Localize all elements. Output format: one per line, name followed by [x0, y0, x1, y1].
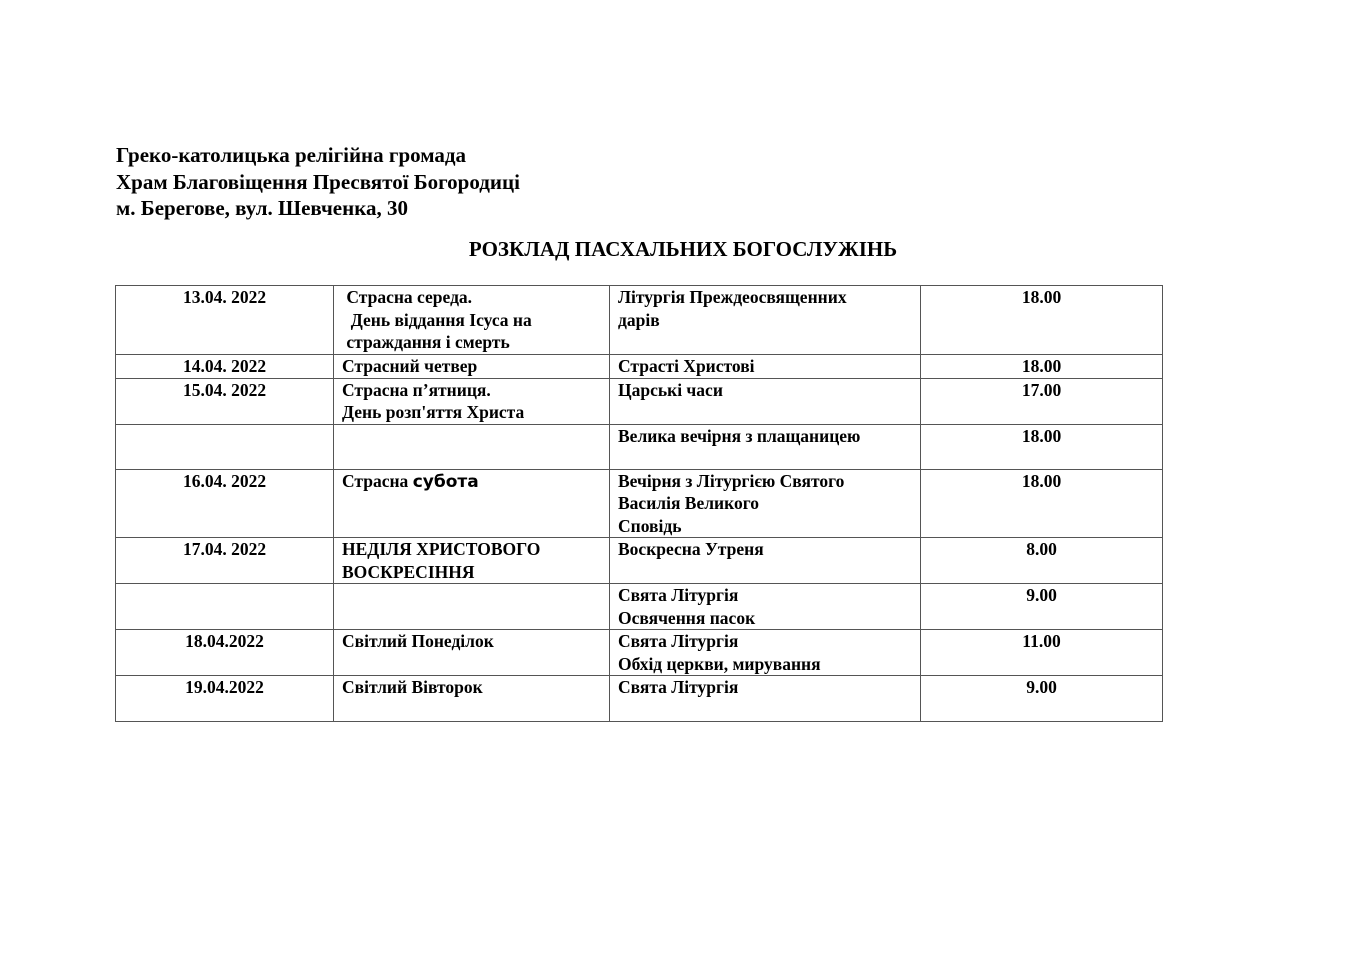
service-line: Василія Великого [618, 493, 759, 513]
day-line: Страсна п’ятниця. [342, 379, 491, 400]
date-cell: 19.04.2022 [116, 676, 334, 722]
time-cell: 9.00 [921, 676, 1163, 722]
service-cell [610, 424, 921, 469]
day-cell [334, 584, 610, 630]
date-cell: 18.04.2022 [116, 630, 334, 676]
service-cell [610, 355, 921, 379]
service-cell [610, 538, 921, 584]
time-cell: 18.00 [921, 286, 1163, 355]
date-cell [116, 584, 334, 630]
service-line: Страсті Христові [618, 356, 755, 376]
service-line: Обхід церкви, мирування [618, 653, 821, 674]
day-cell [334, 538, 610, 584]
time-cell: 8.00 [921, 538, 1163, 584]
service-line: Свята Літургія [618, 631, 739, 651]
day-cell [334, 378, 610, 424]
service-cell [610, 286, 921, 355]
service-line: Вечірня з Літургією Святого [618, 470, 845, 491]
date-cell: 14.04. 2022 [116, 355, 334, 379]
day-cell [334, 286, 610, 355]
service-line: Воскресна Утреня [618, 539, 764, 559]
day-cell [334, 469, 610, 538]
service-line: Свята Літургія [618, 677, 739, 697]
day-line: Страсна середа. [342, 287, 473, 307]
day-line: Світлий Понеділок [342, 631, 494, 651]
table-row [116, 630, 1163, 676]
service-line: Царські часи [618, 379, 723, 400]
time-cell: 18.00 [921, 355, 1163, 379]
date-cell: 17.04. 2022 [116, 538, 334, 584]
time-cell: 18.00 [921, 424, 1163, 469]
table-row [116, 355, 1163, 379]
table-row [116, 538, 1163, 584]
service-line: Велика вечірня з плащаницею [618, 425, 861, 446]
time-cell: 18.00 [921, 469, 1163, 538]
date-cell: 16.04. 2022 [116, 469, 334, 538]
date-cell: 13.04. 2022 [116, 286, 334, 355]
day-cell [334, 676, 610, 722]
table-row [116, 469, 1163, 538]
day-cell [334, 424, 610, 469]
date-cell: 15.04. 2022 [116, 378, 334, 424]
community-name: Греко-католицька релігійна громада [116, 143, 467, 167]
service-cell [610, 630, 921, 676]
day-cell [334, 355, 610, 379]
day-line: День віддання Ісуса на [342, 309, 532, 330]
day-suffix: субота [412, 471, 479, 492]
church-name: Храм Благовіщення Пресвятої Богородиці [116, 169, 520, 194]
service-line: дарів [618, 309, 660, 330]
service-cell [610, 469, 921, 538]
time-cell: 11.00 [921, 630, 1163, 676]
day-line: страждання і смерть [342, 332, 510, 352]
time-cell: 9.00 [921, 584, 1163, 630]
table-row [116, 584, 1163, 630]
time-cell: 17.00 [921, 378, 1163, 424]
day-cell [334, 630, 610, 676]
date-cell [116, 424, 334, 469]
table-row [116, 286, 1163, 355]
service-line: Сповідь [618, 515, 682, 536]
day-prefix: Страсна [342, 470, 413, 491]
service-cell [610, 676, 921, 722]
day-line: Світлий Вівторок [342, 677, 483, 697]
service-line: Свята Літургія [618, 585, 739, 605]
table-row [116, 424, 1163, 469]
day-line [342, 470, 601, 494]
service-cell [610, 584, 921, 630]
table-row [116, 378, 1163, 424]
service-line: Освячення пасок [618, 607, 756, 628]
service-cell [610, 378, 921, 424]
header-block [116, 142, 520, 222]
table-row [116, 676, 1163, 722]
service-line: Літургія Преждеосвященних [618, 287, 847, 307]
church-address: м. Берегове, вул. Шевченка, 30 [116, 196, 409, 220]
day-line: Страсний четвер [342, 356, 478, 376]
document-title: РОЗКЛАД ПАСХАЛЬНИХ БОГОСЛУЖІНЬ [468, 237, 898, 261]
day-line: ВОСКРЕСІННЯ [342, 561, 475, 582]
schedule-table [115, 285, 1163, 722]
day-line: НЕДІЛЯ ХРИСТОВОГО [342, 539, 541, 559]
day-line: День розп'яття Христа [342, 402, 525, 422]
